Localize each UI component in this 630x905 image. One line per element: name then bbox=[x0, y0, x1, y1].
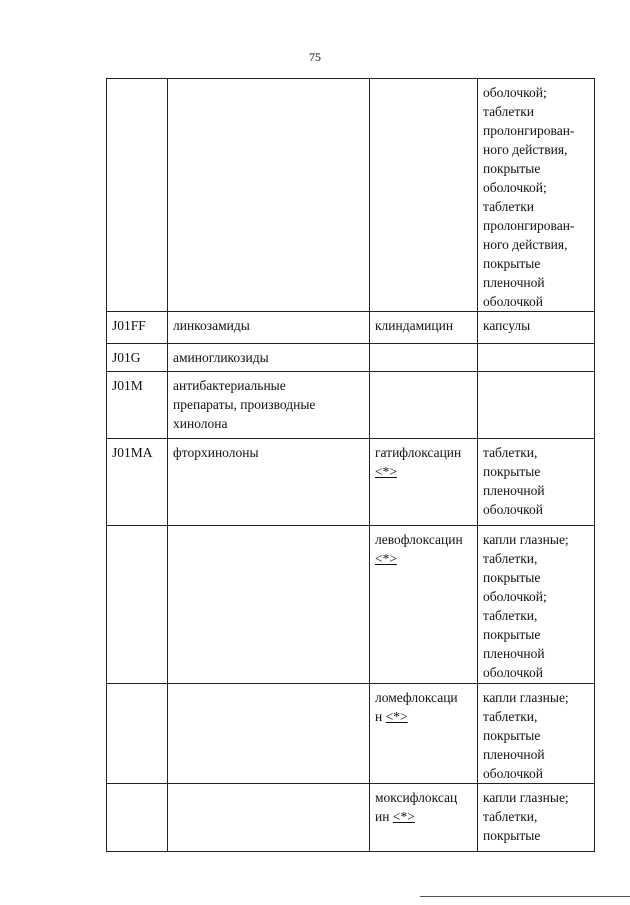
atc-code-cell: J01G bbox=[107, 344, 168, 372]
table-row bbox=[107, 684, 595, 784]
group-cell: фторхинолоны bbox=[168, 439, 370, 526]
dosage-form-cell bbox=[478, 372, 595, 439]
table-row bbox=[107, 372, 595, 439]
drug-name: клиндамицин bbox=[375, 318, 454, 333]
atc-code-cell: J01M bbox=[107, 372, 168, 439]
group-cell bbox=[168, 784, 370, 852]
dosage-form-cell: оболочкой; таблетки пролонгирован- ного действия, покрытые оболочкой; таблетки пролонгирован- ного действия, покрытые пленочной оболочкой bbox=[478, 79, 595, 312]
drug-name-cell bbox=[370, 684, 478, 784]
drug-name: левофлоксацин bbox=[375, 532, 463, 547]
atc-code-cell bbox=[107, 526, 168, 684]
drug-name-cell bbox=[370, 372, 478, 439]
drug-name-cell bbox=[370, 784, 478, 852]
footnote-link[interactable]: <*> bbox=[392, 809, 415, 824]
atc-code-cell bbox=[107, 684, 168, 784]
drug-name: ломефлоксаци н bbox=[375, 690, 458, 724]
table-row bbox=[107, 784, 595, 852]
group-cell bbox=[168, 79, 370, 312]
group-cell bbox=[168, 526, 370, 684]
dosage-form-cell: капсулы bbox=[478, 312, 595, 344]
table-row bbox=[107, 526, 595, 684]
footnote-link[interactable]: <*> bbox=[375, 464, 397, 479]
drug-name-cell bbox=[370, 439, 478, 526]
group-cell: аминогликозиды bbox=[168, 344, 370, 372]
drug-name: гатифлоксацин bbox=[375, 445, 462, 460]
atc-code-cell bbox=[107, 79, 168, 312]
group-cell bbox=[168, 684, 370, 784]
atc-code-cell: J01FF bbox=[107, 312, 168, 344]
drug-name-cell bbox=[370, 344, 478, 372]
drug-name-cell bbox=[370, 312, 478, 344]
table-row bbox=[107, 79, 595, 312]
atc-code-cell: J01MA bbox=[107, 439, 168, 526]
group-cell: антибактериальные препараты, производные хинолона bbox=[168, 372, 370, 439]
footnote-link[interactable]: <*> bbox=[375, 551, 397, 566]
drug-table bbox=[106, 78, 595, 852]
table-row bbox=[107, 439, 595, 526]
table-row bbox=[107, 344, 595, 372]
drug-name-cell bbox=[370, 526, 478, 684]
scan-artifact-line bbox=[420, 896, 630, 897]
drug-name-cell bbox=[370, 79, 478, 312]
dosage-form-cell: капли глазные; таблетки, покрытые пленочной оболочкой bbox=[478, 684, 595, 784]
dosage-form-cell: таблетки, покрытые пленочной оболочкой bbox=[478, 439, 595, 526]
dosage-form-cell: капли глазные; таблетки, покрытые оболочкой; таблетки, покрытые пленочной оболочкой bbox=[478, 526, 595, 684]
drug-name: моксифлоксац ин bbox=[375, 790, 458, 824]
footnote-link[interactable]: <*> bbox=[385, 709, 408, 724]
dosage-form-cell bbox=[478, 344, 595, 372]
group-cell: линкозамиды bbox=[168, 312, 370, 344]
atc-code-cell bbox=[107, 784, 168, 852]
table-row bbox=[107, 312, 595, 344]
page-number: 75 bbox=[309, 50, 321, 64]
dosage-form-cell: капли глазные; таблетки, покрытые bbox=[478, 784, 595, 852]
